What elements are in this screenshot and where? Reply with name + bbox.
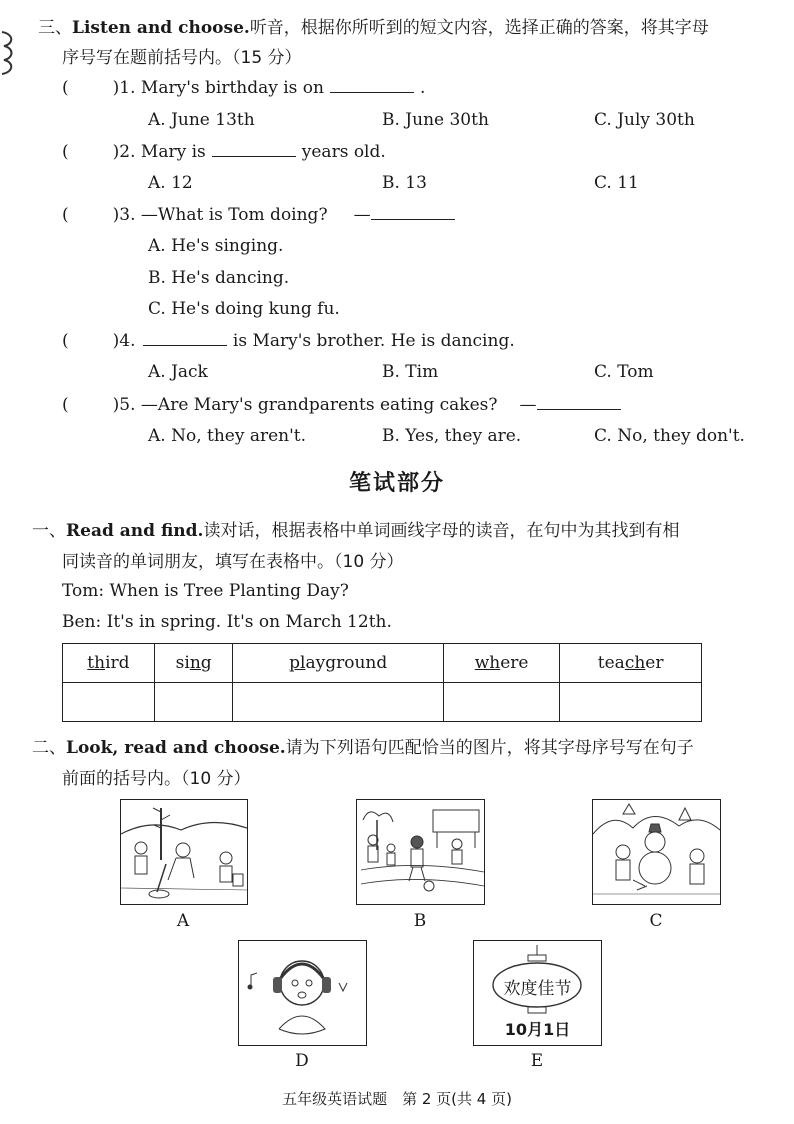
question-text-end: — (353, 205, 371, 225)
lantern-date-text: 10月1日 (504, 1020, 571, 1039)
look-read-header-num: 二、 (32, 738, 66, 758)
option-4a: A. Jack (148, 362, 208, 382)
answer-paren-close: ) (112, 205, 120, 225)
read-find-header-line2: 同读音的单词朋友，填写在表格中。（10 分） (62, 552, 404, 572)
answer-paren-close: ) (112, 331, 120, 351)
option-5b: B. Yes, they are. (382, 426, 522, 446)
picture-e-national-day-lantern (473, 940, 602, 1046)
question-text: Mary's birthday is on (140, 78, 324, 98)
picture-label-d: D (295, 1051, 309, 1071)
question-number: 4. (119, 331, 136, 351)
option-2c: C. 11 (594, 173, 639, 193)
answer-paren-open: ( (62, 78, 69, 98)
picture-label-b: B (413, 911, 427, 931)
option-4c: C. Tom (594, 362, 654, 382)
listening-header-num: 三、 (38, 18, 72, 38)
dialog-line-tom: Tom: When is Tree Planting Day? (62, 581, 349, 601)
picture-b-playground (356, 799, 485, 905)
fill-in-line (212, 155, 296, 157)
question-text: —Are Mary's grandparents eating cakes? (140, 395, 498, 415)
option-5a: A. No, they aren't. (148, 426, 307, 446)
fill-in-line (371, 218, 455, 220)
answer-paren-close: ) (112, 78, 120, 98)
dialog-line-ben: Ben: It's in spring. It's on March 12th. (62, 612, 392, 632)
answer-cell[interactable] (443, 683, 559, 722)
read-find-header-en: Read and find. (66, 521, 204, 541)
look-read-header-en: Look, read and choose. (66, 738, 286, 758)
question-number: 1. (119, 78, 136, 98)
picture-label-c: C (649, 911, 663, 931)
word-row (63, 644, 702, 683)
read-find-header-cn: 读对话，根据表格中单词画线字母的读音，在句中为其找到有相 (203, 521, 680, 541)
answer-paren-open: ( (62, 205, 69, 225)
answer-paren-close: ) (112, 142, 120, 162)
picture-a-tree-planting (120, 799, 248, 905)
read-find-header (32, 517, 679, 545)
question-text-end: — (519, 395, 537, 415)
picture-label-a: A (176, 911, 190, 931)
question-text: —What is Tom doing? (140, 205, 328, 225)
lantern-festival-text: 欢度佳节 (503, 979, 572, 999)
fill-in-line (330, 91, 414, 93)
word-cell-sing: sing (154, 644, 233, 683)
answer-paren-open: ( (62, 142, 69, 162)
word-cell-teacher: teacher (560, 644, 702, 683)
fill-in-line (143, 344, 227, 346)
answer-paren-open: ( (62, 395, 69, 415)
question-text-end: . (420, 78, 426, 98)
question-1 (62, 78, 425, 98)
word-cell-playground: playground (233, 644, 444, 683)
option-3a: A. He's singing. (148, 236, 284, 256)
look-read-header-line2: 前面的括号内。（10 分） (62, 769, 251, 789)
question-number: 2. (119, 142, 136, 162)
answer-cell[interactable] (560, 683, 702, 722)
listening-header-line2: 序号写在题前括号内。（15 分） (62, 48, 302, 68)
fill-in-line (537, 408, 621, 410)
answer-paren-open: ( (62, 331, 69, 351)
question-4 (62, 331, 515, 351)
question-3 (62, 205, 461, 225)
picture-d-listening-music (238, 940, 367, 1046)
answer-cell[interactable] (154, 683, 233, 722)
option-1c: C. July 30th (594, 110, 695, 130)
option-2a: A. 12 (148, 173, 193, 193)
picture-c-winter-snowman (592, 799, 721, 905)
written-section-title: 笔试部分 (348, 471, 445, 496)
word-cell-third: third (63, 644, 155, 683)
option-3c: C. He's doing kung fu. (148, 299, 340, 319)
question-number: 5. (119, 395, 136, 415)
answer-row (63, 683, 702, 722)
word-cell-where: where (443, 644, 559, 683)
read-find-header-num: 一、 (32, 521, 66, 541)
option-2b: B. 13 (382, 173, 427, 193)
page-footer: 五年级英语试题 第 2 页(共 4 页) (282, 1090, 512, 1108)
listening-header (38, 14, 709, 42)
answer-cell[interactable] (63, 683, 155, 722)
option-5c: C. No, they don't. (594, 426, 745, 446)
question-text-end: years old. (301, 142, 386, 162)
question-2 (62, 142, 386, 162)
look-read-header-cn: 请为下列语句匹配恰当的图片，将其字母序号写在句子 (285, 738, 694, 758)
option-3b: B. He's dancing. (148, 268, 290, 288)
answer-cell[interactable] (233, 683, 444, 722)
binding-decoration-icon (0, 28, 18, 78)
listening-header-cn: 听音，根据你所听到的短文内容，选择正确的答案，将其字母 (249, 18, 709, 38)
answer-paren-close: ) (112, 395, 120, 415)
option-1a: A. June 13th (148, 110, 255, 130)
listening-header-en: Listen and choose. (72, 18, 250, 38)
option-4b: B. Tim (382, 362, 439, 382)
look-read-header (32, 734, 694, 762)
option-1b: B. June 30th (382, 110, 489, 130)
word-friends-table (62, 643, 702, 722)
question-text-end: is Mary's brother. He is dancing. (232, 331, 515, 351)
question-text: Mary is (140, 142, 206, 162)
question-number: 3. (119, 205, 136, 225)
picture-label-e: E (530, 1051, 544, 1071)
question-5 (62, 395, 627, 415)
